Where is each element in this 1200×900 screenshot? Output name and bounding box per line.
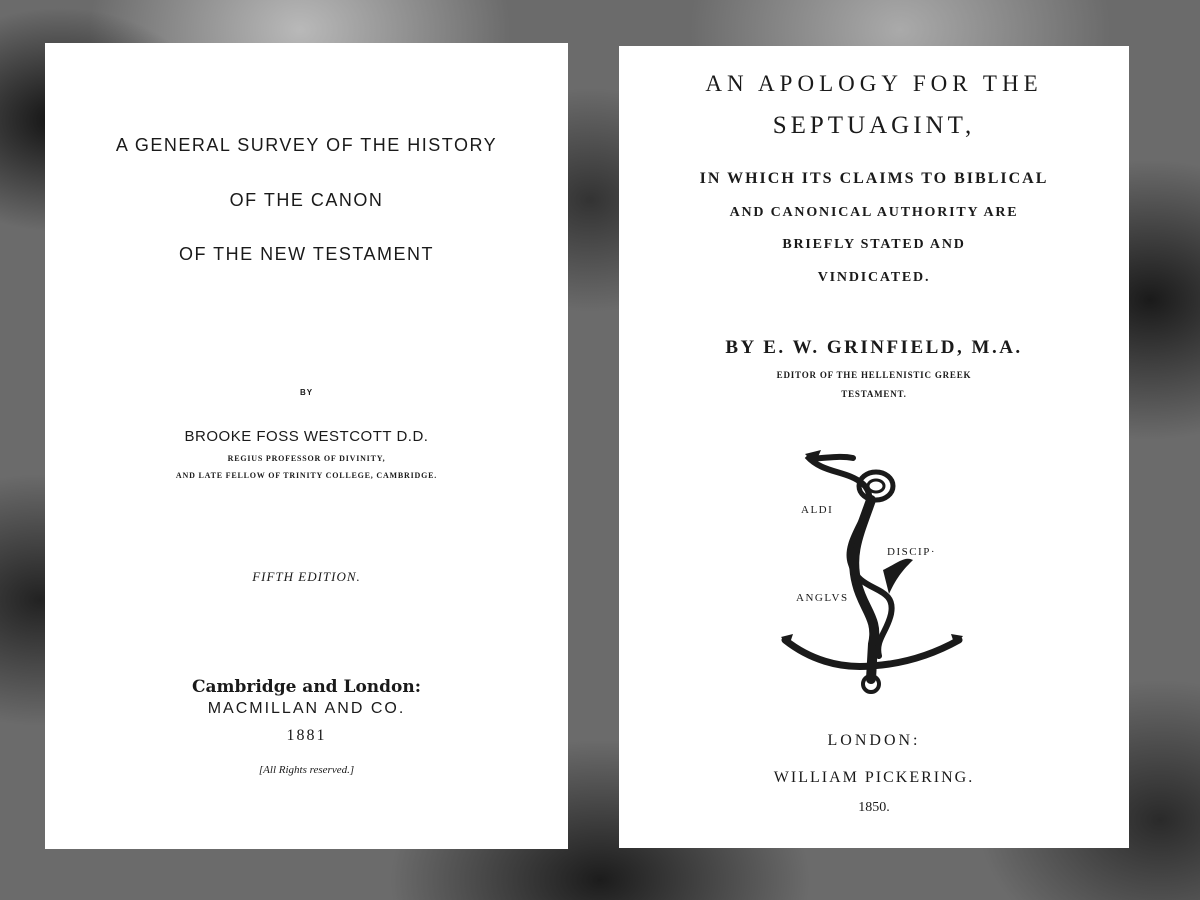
subtitle-line-3: BRIEFLY STATED AND [782,237,966,252]
imprint-city: LONDON: [827,732,921,749]
author-affiliation: AND LATE FELLOW OF TRINITY COLLEGE, CAMBRIDGE. [175,471,438,480]
author-credential-2: TESTAMENT. [841,389,907,399]
subtitle-line-2: AND CANONICAL AUTHORITY ARE [729,205,1019,220]
publication-year: 1850. [858,800,890,815]
book-title-line-2: SEPTUAGINT, [772,112,976,139]
title-page-grinfield [619,46,1129,848]
author-name: BROOKE FOSS WESTCOTT D.D. [184,428,429,445]
device-label-discip: DISCIP· [887,546,937,558]
book-title-line-1: AN APOLOGY FOR THE [705,71,1043,96]
book-title-line-2: OF THE CANON [229,190,384,210]
device-label-anglvs: ANGLVS [796,592,849,604]
publisher-name: WILLIAM PICKERING. [773,769,975,786]
book-title-line-3: OF THE NEW TESTAMENT [178,244,434,264]
anchor-dolphin-printers-mark-icon [779,444,969,699]
device-label-aldi: ALDI [801,504,834,516]
publication-year: 1881 [286,727,327,744]
edition-label: FIFTH EDITION. [252,569,361,584]
by-label: BY [299,388,314,397]
title-page-westcott [45,43,568,849]
author-credential-1: EDITOR OF THE HELLENISTIC GREEK [776,370,972,380]
publisher-name: MACMILLAN AND CO. [207,700,406,717]
imprint-place: Cambridge and London: [191,677,422,697]
book-title-line-1: A GENERAL SURVEY OF THE HISTORY [115,135,498,155]
rights-notice: [All Rights reserved.] [258,764,355,776]
author-name: BY E. W. GRINFIELD, M.A. [725,337,1023,358]
subtitle-line-1: IN WHICH ITS CLAIMS TO BIBLICAL [699,170,1049,187]
author-title: REGIUS PROFESSOR OF DIVINITY, [227,454,386,463]
subtitle-line-4: VINDICATED. [817,270,931,285]
